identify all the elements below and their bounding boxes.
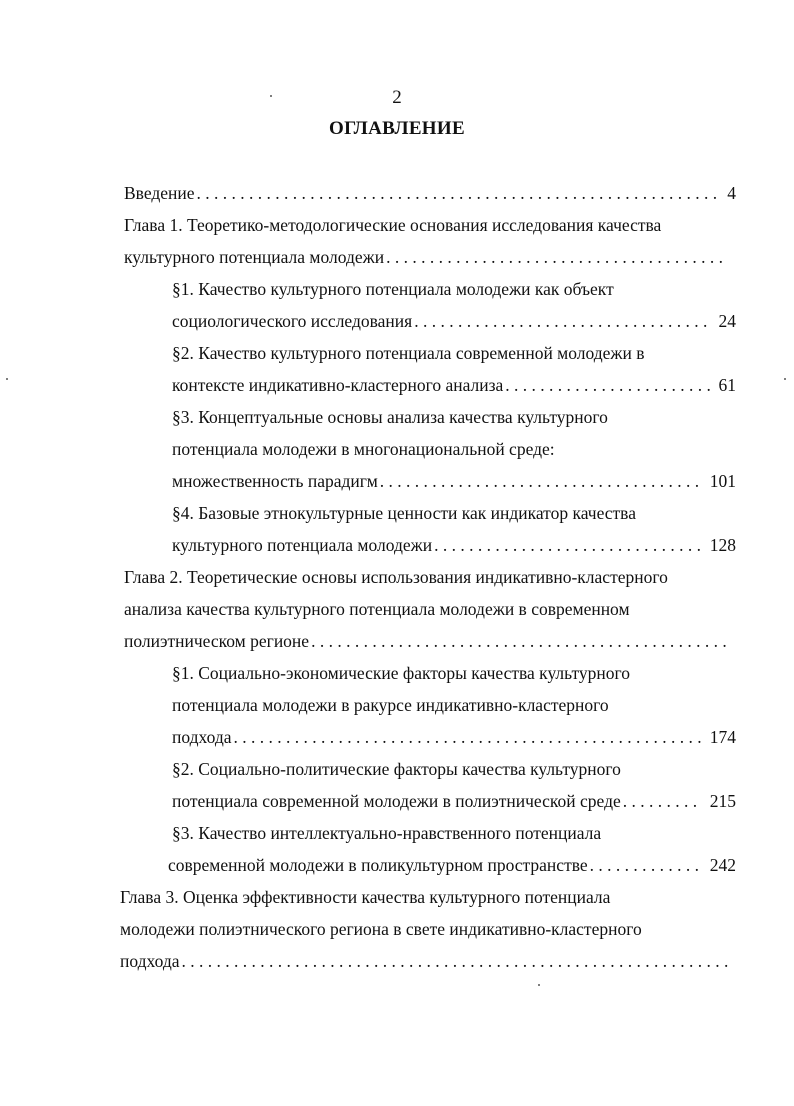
- toc-page-number: 101: [709, 471, 736, 491]
- scan-speck: [538, 984, 540, 986]
- toc-entry-text: подхода: [172, 727, 232, 747]
- toc-entry-text: современной молодежи в поликультурном пространстве: [168, 855, 588, 875]
- toc-page-number: 128: [709, 535, 736, 555]
- toc-chapter-1-heading: [124, 210, 736, 240]
- toc-entry-text: множественность парадигм: [172, 471, 378, 491]
- toc-entry-text: контексте индикативно-кластерного анализа: [172, 375, 504, 395]
- toc-entry-text: молодежи полиэтнического региона в свете индикативно-кластерного: [120, 919, 642, 939]
- toc-entry-text: полиэтническом регионе: [124, 631, 310, 651]
- toc-entry-text: Глава 3. Оценка эффективности качества культурного потенциала: [120, 887, 611, 907]
- toc-entry-text: подхода: [120, 951, 180, 971]
- dot-leader: [384, 242, 728, 272]
- toc-entry-text: потенциала современной молодежи в полиэтнической среде: [172, 791, 621, 811]
- toc-section-1-1-tail: [172, 306, 736, 336]
- toc-entry-text: §1. Качество культурного потенциала молодежи как объект: [172, 279, 614, 299]
- toc-entry-text: потенциала молодежи в ракурсе индикативно-кластерного: [172, 695, 609, 715]
- toc-entry-text: культурного потенциала молодежи: [172, 535, 433, 555]
- toc-chapter-2-tail: [124, 626, 736, 656]
- scan-speck: [784, 378, 786, 380]
- toc-chapter-1-tail: [124, 242, 736, 272]
- toc-section-1-3-line2: [172, 434, 736, 464]
- toc-section-2-2-heading: [172, 754, 736, 784]
- toc-entry-text: §1. Социально-экономические факторы качества культурного: [172, 663, 630, 683]
- dot-leader: [309, 626, 728, 656]
- dot-leader: [232, 722, 702, 752]
- toc-entry-text: §2. Социально-политические факторы качества культурного: [172, 759, 621, 779]
- toc-section-1-3-heading: [172, 402, 736, 432]
- scan-speck: [270, 95, 272, 97]
- toc-chapter-3-line2: [120, 914, 736, 944]
- toc-section-1-1-heading: [172, 274, 736, 304]
- toc-section-1-2-heading: [172, 338, 736, 368]
- toc-section-1-3-tail: [172, 466, 736, 496]
- dot-leader: [412, 306, 710, 336]
- toc-page-number: 242: [709, 855, 736, 875]
- toc-entry-text: социологического исследования: [172, 311, 413, 331]
- toc-entry-text: анализа качества культурного потенциала молодежи в современном: [124, 599, 630, 619]
- toc-chapter-3-heading: [120, 882, 736, 912]
- toc-section-2-3-tail: [168, 850, 736, 880]
- toc-entry-text: Введение: [124, 183, 195, 203]
- toc-section-2-1-line2: [172, 690, 736, 720]
- toc-section-1-4-tail: [172, 530, 736, 560]
- dot-leader: [621, 786, 702, 816]
- toc-section-2-1-heading: [172, 658, 736, 688]
- toc-page-number: 4: [727, 183, 736, 203]
- toc-entry-text: §3. Концептуальные основы анализа качества культурного: [172, 407, 608, 427]
- toc-entry-text: потенциала молодежи в многонациональной среде:: [172, 439, 555, 459]
- toc-section-1-4-heading: [172, 498, 736, 528]
- toc-section-2-3-heading: [172, 818, 736, 848]
- toc-page-number: 61: [718, 375, 736, 395]
- toc-page-number: 174: [709, 727, 736, 747]
- toc-entry-text: §4. Базовые этнокультурные ценности как индикатор качества: [172, 503, 636, 523]
- toc-chapter-2-line2: [124, 594, 736, 624]
- toc-entry-text: Глава 2. Теоретические основы использования индикативно-кластерного: [124, 567, 668, 587]
- toc-section-1-2-tail: [172, 370, 736, 400]
- toc-entry-text: §3. Качество интеллектуально-нравственного потенциала: [172, 823, 602, 843]
- toc-section-2-2-tail: [172, 786, 736, 816]
- dot-leader: [588, 850, 702, 880]
- page-title: ОГЛАВЛЕНИЕ: [329, 118, 465, 139]
- toc-chapter-2-heading: [124, 562, 736, 592]
- toc-page-number: 24: [718, 311, 736, 331]
- dot-leader: [180, 946, 728, 976]
- dot-leader: [503, 370, 710, 400]
- dot-leader: [378, 466, 702, 496]
- toc-entry-text: культурного потенциала молодежи: [124, 247, 385, 267]
- toc-chapter-3-tail: [120, 946, 736, 976]
- scan-speck: [6, 378, 8, 380]
- toc-page-number: 215: [709, 791, 736, 811]
- toc-entry-text: Глава 1. Теоретико-методологические основания исследования качества: [124, 215, 662, 235]
- page-number: 2: [392, 87, 402, 108]
- dot-leader: [195, 178, 720, 208]
- toc-section-2-1-tail: [172, 722, 736, 752]
- toc-entry-intro: [124, 178, 736, 208]
- toc-entry-text: §2. Качество культурного потенциала современной молодежи в: [172, 343, 645, 363]
- dot-leader: [432, 530, 702, 560]
